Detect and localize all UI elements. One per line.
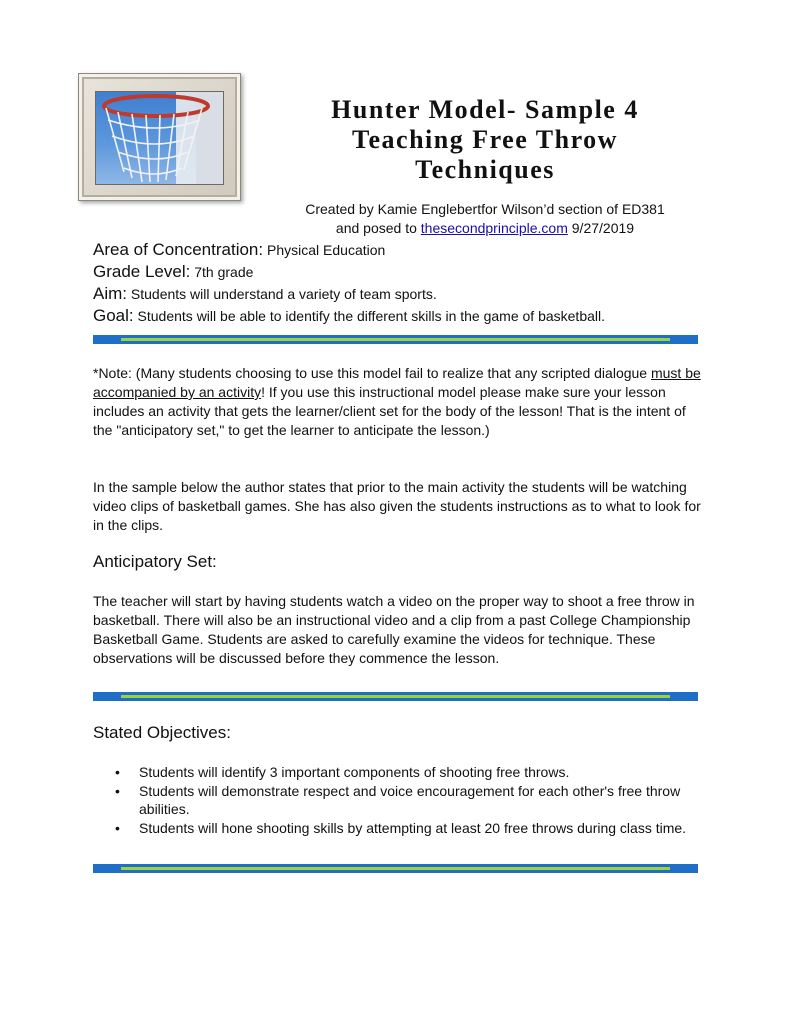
credit-block bbox=[270, 200, 700, 238]
title-line-3: Techniques bbox=[415, 155, 555, 184]
credit-prefix: and posed to bbox=[335, 220, 417, 236]
credit-line-2 bbox=[270, 219, 700, 238]
note-paragraph bbox=[93, 364, 705, 440]
credit-line-1: Created by Kamie Englebertfor Wilson’d section of ED381 bbox=[305, 201, 665, 217]
stated-objectives-heading: Stated Objectives: bbox=[93, 723, 231, 742]
title-line-2: Teaching Free Throw bbox=[352, 125, 618, 154]
section-divider bbox=[93, 335, 698, 344]
note-text-start: *Note: (Many students choosing to use this model fail to realize that any scripted dialogue bbox=[93, 365, 651, 381]
field-goal: Goal: Students will be able to identify the different skills in the game of basketball. bbox=[93, 306, 606, 325]
basketball-hoop-image bbox=[95, 91, 224, 185]
field-aim: Aim: Students will understand a variety of team sports. bbox=[93, 284, 437, 303]
section-divider bbox=[93, 864, 698, 873]
basketball-photo-frame bbox=[78, 73, 241, 201]
document-title bbox=[270, 95, 700, 185]
basketball-hoop-illustration bbox=[96, 92, 223, 184]
note-text-end: ! If you use this instructional model please make sure your lesson includes an activity that gets the learner/client set for the body of the lesson! That is the intent of the "anticipatory set," to get the learner to anticipate the lesson.) bbox=[93, 384, 686, 438]
objectives-list bbox=[93, 763, 705, 837]
note-emphasis: must be accompanied by an activity bbox=[93, 365, 701, 400]
source-link[interactable]: thesecondprinciple.com bbox=[420, 220, 568, 236]
objective-text: Students will identify 3 important components of shooting free throws. bbox=[139, 764, 570, 780]
list-item bbox=[93, 819, 705, 838]
section-divider bbox=[93, 692, 698, 701]
bullet-icon: • bbox=[115, 782, 120, 799]
title-line-1: Hunter Model- Sample 4 bbox=[331, 95, 639, 124]
field-value: Students will be able to identify the different skills in the game of basketball. bbox=[137, 308, 606, 324]
field-area-of-concentration: Area of Concentration: Physical Education bbox=[93, 240, 386, 259]
objective-text: Students will hone shooting skills by attempting at least 20 free throws during class time. bbox=[139, 819, 687, 836]
field-label: Goal bbox=[93, 306, 129, 325]
anticipatory-set-text: The teacher will start by having students watch a video on the proper way to shoot a free throw in basketball. There will also be an instructional video and a clip from a past College Championship Basketball Game. Students are asked to carefully examine the videos for technique. These observations will be discussed before they commence the lesson. bbox=[93, 593, 695, 666]
field-label: Grade Level bbox=[93, 262, 186, 281]
list-item bbox=[93, 763, 705, 782]
bullet-icon: • bbox=[115, 764, 120, 780]
field-value: Students will understand a variety of team sports. bbox=[130, 286, 437, 302]
credit-date: 9/27/2019 bbox=[571, 220, 635, 236]
field-value: Physical Education bbox=[267, 242, 386, 258]
field-value: 7th grade bbox=[194, 264, 254, 280]
objective-text: Students will demonstrate respect and voice encouragement for each other's free throw abilities. bbox=[139, 782, 681, 817]
bullet-icon: • bbox=[115, 819, 120, 836]
field-label: Area of Concentration bbox=[93, 240, 259, 259]
field-grade-level: Grade Level: 7th grade bbox=[93, 262, 254, 281]
sample-intro-paragraph: In the sample below the author states that prior to the main activity the students will be watching video clips of basketball games. She has also given the students instructions as to what to look for in the clips. bbox=[93, 479, 701, 533]
field-label: Aim bbox=[93, 284, 123, 303]
anticipatory-set-heading: Anticipatory Set: bbox=[93, 552, 217, 571]
list-item bbox=[93, 782, 705, 819]
